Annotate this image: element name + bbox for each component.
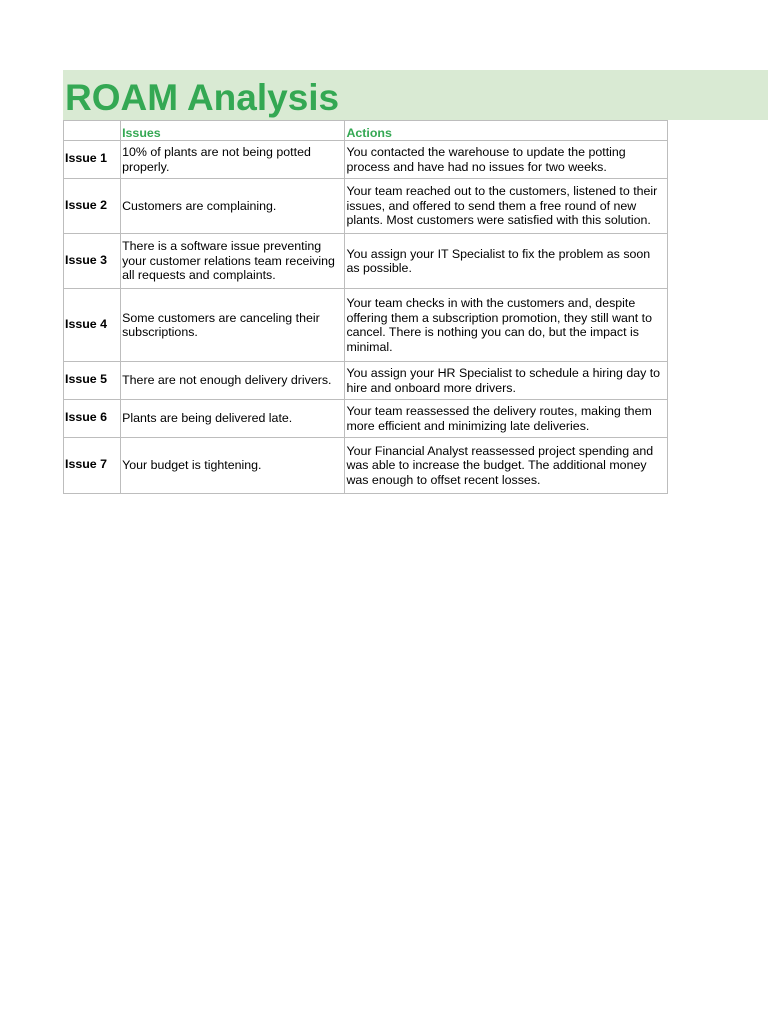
- title-band: [63, 70, 768, 120]
- header-cell-actions: Actions: [345, 121, 668, 141]
- issue-cell: There is a software issue preventing your customer relations team receiving all requests and complaints.: [121, 234, 345, 289]
- issue-id-cell: Issue 4: [64, 289, 121, 362]
- header-cell-issues: Issues: [121, 121, 345, 141]
- header-row: [64, 121, 668, 141]
- issue-id-cell: Issue 5: [64, 362, 121, 400]
- table-row: [64, 289, 668, 362]
- table-row: [64, 179, 668, 234]
- action-cell: Your team reached out to the customers, listened to their issues, and offered to send them a free round of new plants. Most customers were satisfied with this solution.: [345, 179, 668, 234]
- action-cell: You contacted the warehouse to update the potting process and have had no issues for two weeks.: [345, 141, 668, 179]
- action-cell: Your team reassessed the delivery routes, making them more efficient and minimizing late deliveries.: [345, 400, 668, 438]
- action-cell: Your Financial Analyst reassessed project spending and was able to increase the budget. The additional money was enough to offset recent losses.: [345, 438, 668, 494]
- header-cell-blank: [64, 121, 121, 141]
- issue-cell: 10% of plants are not being potted properly.: [121, 141, 345, 179]
- issue-cell: Some customers are canceling their subscriptions.: [121, 289, 345, 362]
- page-title: ROAM Analysis: [65, 77, 340, 118]
- issue-id-cell: Issue 7: [64, 438, 121, 494]
- roam-table: [63, 120, 668, 494]
- issue-id-cell: Issue 3: [64, 234, 121, 289]
- issue-id-cell: Issue 6: [64, 400, 121, 438]
- action-cell: You assign your HR Specialist to schedule a hiring day to hire and onboard more drivers.: [345, 362, 668, 400]
- table-row: [64, 400, 668, 438]
- issue-cell: Plants are being delivered late.: [121, 400, 345, 438]
- issue-id-cell: Issue 2: [64, 179, 121, 234]
- action-cell: You assign your IT Specialist to fix the problem as soon as possible.: [345, 234, 668, 289]
- table-row: [64, 362, 668, 400]
- table-row: [64, 234, 668, 289]
- issue-cell: Customers are complaining.: [121, 179, 345, 234]
- issue-id-cell: Issue 1: [64, 141, 121, 179]
- table-row: [64, 438, 668, 494]
- table-row: [64, 141, 668, 179]
- action-cell: Your team checks in with the customers and, despite offering them a subscription promotion, they still want to cancel. There is nothing you can do, but the impact is minimal.: [345, 289, 668, 362]
- issue-cell: Your budget is tightening.: [121, 438, 345, 494]
- issue-cell: There are not enough delivery drivers.: [121, 362, 345, 400]
